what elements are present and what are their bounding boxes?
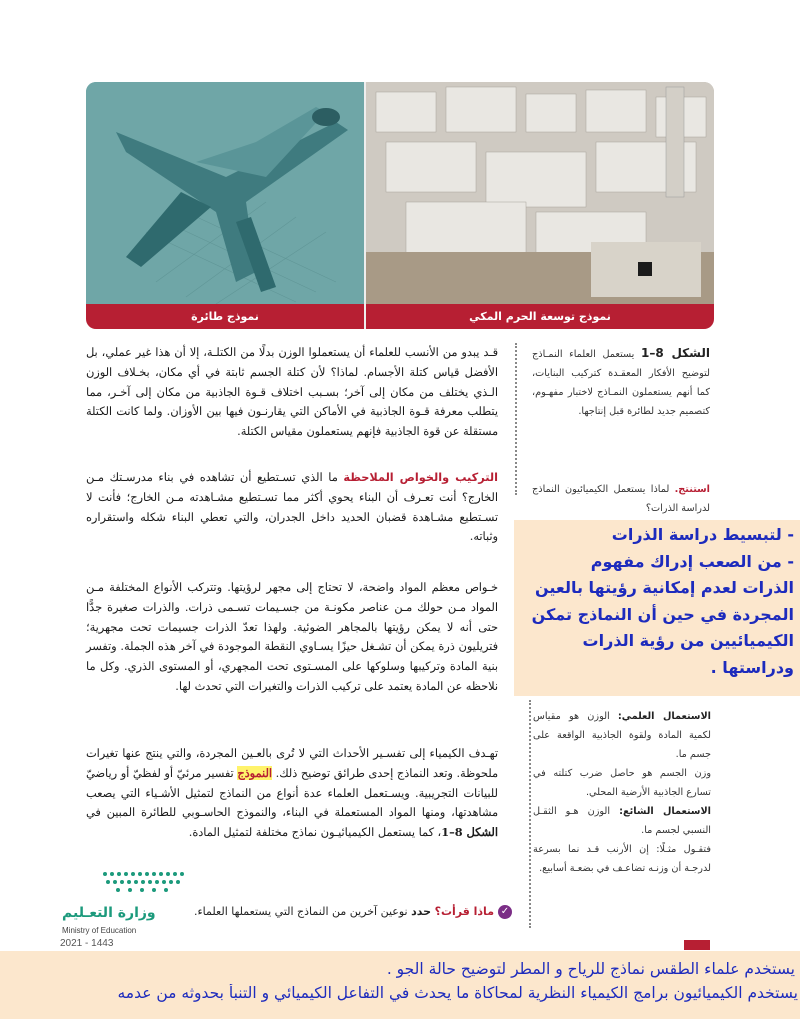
answer-line: الكيميائيين من رؤية الذرات xyxy=(582,631,794,650)
term-model-highlight: النموذج xyxy=(237,765,273,780)
paragraph-structure-text: ما الذي تسـتطيع أن تشاهده في بناء مدرسـتك مـن الخارج؟ أنت تعـرف أن البناء يحوي أكثر مما تسـتطيع مشـاهدته مـن الخارج؛ فأنت لا تسـتطيع مشـاهدة قضبان الحديد داخل الجدران، والتي تعطي البناء شكله واستقراره وثباته. xyxy=(86,471,498,544)
answer-line: المجردة في حين أن النماذج تمكن xyxy=(531,604,794,624)
vocab-common-text: الوزن هـو الثقـل النسبي لجسم ما. xyxy=(533,806,711,836)
ministry-logo-english: Ministry of Education xyxy=(62,926,137,935)
haram-illustration xyxy=(366,82,714,304)
paragraph-mass-vs-weight: قـد يبدو من الأنسب للعلماء أن يستعملوا الوزن بدلًا من الكتلـة، إلا أن هذا غير عملي، بل الأفضل قياس كتلة الأجسام. لماذا؟ لأن كتلة الجسم ثابتة في أي مكان، بخـلاف الوزن الـذي يختلف من مكان إلى آخر؛ بسـبب اختلاف قـوة الجاذبية من مكان إلى آخـر، مما يتطلب معرفة قـوة الجاذبية في الأماكن التي يقارنـون فيها بين الأوزان. ولما كانت الكتلة مستقلة عن قوة الجاذبية فإنهم يستعملون مقياس الكتلة. xyxy=(86,346,498,439)
infer-question-text: لماذا يستعمل الكيميائيون النماذج لدراسة الذرات؟ xyxy=(532,484,710,514)
page-number-tab xyxy=(684,940,710,950)
figure-1-8 xyxy=(86,82,714,329)
section-heading-structure: التركيب والخواص الملاحظة xyxy=(343,471,498,484)
vocab-scientific-term: الاستعمال العلمي: xyxy=(617,711,711,722)
haram-model-caption: نموذج توسعة الحرم المكي xyxy=(366,304,714,329)
models-text-c: ، كما يستعمل الكيميائيـون نماذج مختلفة لتمثيل المادة. xyxy=(188,826,442,840)
paragraph-structure xyxy=(86,468,498,547)
infer-label: استنتج. xyxy=(674,484,710,495)
bottom-note-line-2: يستخدم الكيميائيون برامج الكيمياء النظرية لمحاكاة ما يحدث في التفاعل الكيميائي و التنبأ بحدوثه من عدمه xyxy=(117,984,798,1002)
figure-caption-text: يستعمل العلماء النمـاذج لتوضيح الأفكار المعقـدة كتركيب البنايات، كما أنهم يستعملون النمـاذج لاختبار مفهـوم، كتصميم جديد لطائرة قبل إنتاجها. xyxy=(532,349,710,417)
vocab-common-example: فتقـول مثـلًا: إن الأرنب قـد نما بسرعة لدرجـة أن وزنـه تضاعـف في بضعـة أسابيع. xyxy=(533,844,711,874)
edition-year: 2021 - 1443 xyxy=(60,938,114,949)
checkmark-icon: ✓ xyxy=(498,905,512,919)
answer-line: - من الصعب إدراك مفهوم xyxy=(590,551,794,571)
reading-check-verb: حدد xyxy=(411,905,432,918)
ministry-logo-graphic xyxy=(100,866,192,896)
models-text-a: تهـدف الكيمياء إلى تفسـير الأحداث التي لا تُرى بالعـين المجردة، والتي ينتج عنها تغيرات ملحوظة. وتعد النماذج إحدى طرائق توضيح ذلك. xyxy=(86,747,499,780)
vocab-common-use xyxy=(533,802,711,840)
vocab-scientific-text: الوزن هو مقياس لكمية المادة ولقوة الجاذبية الواقعة على جسم ما. xyxy=(533,711,711,760)
figure-caption-block xyxy=(532,344,710,421)
sidebar-divider xyxy=(515,343,517,495)
vocab-scientific-example: وزن الجسم هو حاصل ضرب كتلته في تسارع الجاذبية الأرضية المحلي. xyxy=(533,768,711,798)
answer-line: الذرات لعدم إمكانية رؤيتها بالعين xyxy=(535,578,794,597)
reading-check-label: ماذا قرأت؟ xyxy=(434,905,494,918)
glossary-divider xyxy=(529,700,531,928)
airplane-model-caption: نموذج طائرة xyxy=(86,304,364,329)
reading-check-text: نوعين آخرين من النماذج التي يستعملها العلماء. xyxy=(194,905,412,918)
vocab-common-term: الاستعمال الشائع: xyxy=(619,806,711,817)
vocab-scientific-use xyxy=(533,707,711,764)
bottom-note-line-1: يستخدم علماء الطقس نماذج للرياح و المطر لتوضيح حالة الجو . xyxy=(386,960,795,978)
figure-reference: الشكل 8–1 xyxy=(441,825,498,840)
paragraph-atoms: خـواص معظم المواد واضحة، لا تحتاج إلى مجهر لرؤيتها. وتتركب الأنواع المختلفة مـن المواد مـن حولك مـن عناصر مكونـة من جسـيمات تسـمى ذرات. والذرات صغيرة جدًّا حتى أنه لا يمكن رؤيتها بالمجاهر الضوئية. ولهذا تعدّ الذرات جسيمات تحت مجهرية؛ فتريليون ذرة يمكن أن تشـغل حيزًا يسـاوي النقطة الموجودة في آخر هذه الجملة. وتفسر بنية المادة وتركيبها وسلوكها على المسـتوى تحت المجهري، أو المستوى الذري. وكل ما نلاحظه عن المادة يعتمد على تركيب الذرات والتغيرات التي تحدث لها. xyxy=(86,581,498,693)
airplane-illustration xyxy=(86,82,364,304)
airplane-model-image xyxy=(86,82,364,304)
answer-line: ودراستها . xyxy=(710,657,794,677)
haram-expansion-model-image xyxy=(366,82,714,304)
reading-check xyxy=(100,905,512,919)
vocabulary-weight xyxy=(533,707,711,878)
models-text-b: تفسير مرئيّ أو لفظيّ أو رياضيّ للبيانات التجريبية. ويسـتعمل العلماء عدة أنواع من النماذج لتمثيل الأشـياء التي يصعب مشاهدتها، ومنها المواد المستعملة في البناء، والنموذج الحاسـوبي للطائرة المبين في xyxy=(86,766,498,820)
paragraph-models xyxy=(86,744,498,843)
ministry-logo-arabic: وزارة التعـليم xyxy=(62,905,156,921)
answer-line: - لتبسيط دراسة الذرات xyxy=(611,525,794,544)
infer-question xyxy=(532,480,710,518)
answer-text xyxy=(518,522,794,681)
figure-caption-title: الشكل 8–1 xyxy=(641,346,710,360)
